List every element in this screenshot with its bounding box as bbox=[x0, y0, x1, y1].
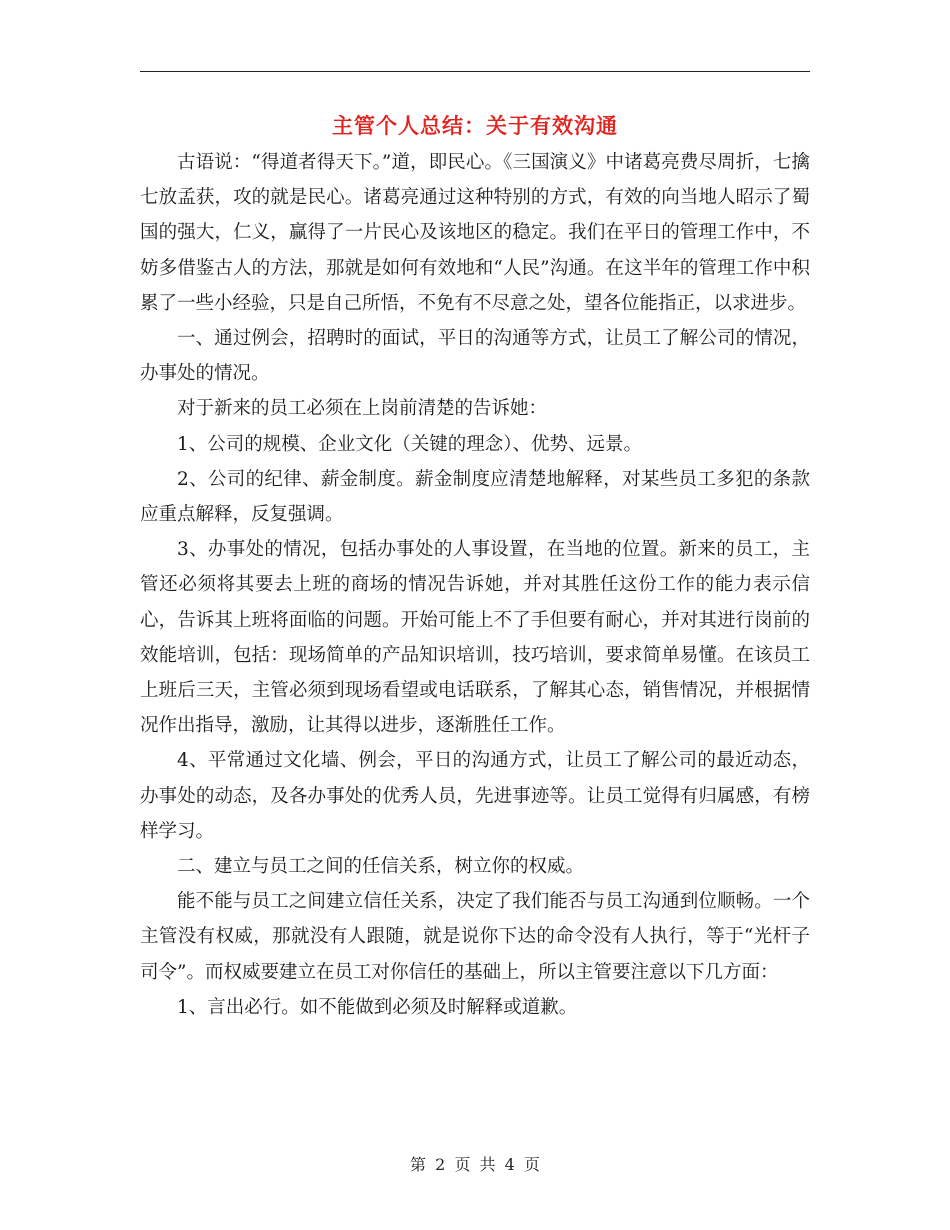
paragraph-new-staff: 对于新来的员工必须在上岗前清楚的告诉她： bbox=[177, 398, 548, 420]
paragraph-trust: 能不能与员工之间建立信任关系，决定了我们能否与员工沟通到位顺畅。一个主管没有权威，那就没有人跟随，就是说你下达的命令没有人执行，等于“光杆子司令”。而权威要建立在员工对你信任的基础上，所以主管要注意以下几方面： bbox=[140, 891, 810, 983]
paragraph-item-4: 4、平常通过文化墙、例会，平日的沟通方式，让员工了解公司的最近动态，办事处的动态，及各办事处的优秀人员，先进事迹等。让员工觉得有归属感，有榜样学习。 bbox=[140, 750, 810, 842]
footer-total-word: 共 bbox=[479, 1155, 496, 1174]
footer-page-word: 页 bbox=[454, 1155, 471, 1174]
paragraph-trust-item-1: 1、言出必行。如不能做到必须及时解释或道歉。 bbox=[177, 996, 578, 1018]
paragraph-item-2: 2、公司的纪律、薪金制度。薪金制度应清楚地解释，对某些员工多犯的条款应重点解释，反复强调。 bbox=[140, 468, 810, 526]
header-divider bbox=[140, 71, 810, 72]
paragraph-section-2-heading: 二、建立与员工之间的任信关系，树立你的权威。 bbox=[177, 856, 585, 878]
footer-suffix: 页 bbox=[523, 1155, 540, 1174]
document-title: 主管个人总结：关于有效沟通 bbox=[332, 113, 618, 138]
footer-prefix: 第 bbox=[410, 1155, 427, 1174]
paragraph-section-1-heading: 一、通过例会，招聘时的面试，平日的沟通等方式，让员工了解公司的情况，办事处的情况。 bbox=[140, 328, 810, 385]
footer-current-page: 2 bbox=[435, 1155, 446, 1174]
page-footer bbox=[140, 1153, 810, 1177]
paragraph-item-3: 3、办事处的情况，包括办事处的人事设置，在当地的位置。新来的员工，主管还必须将其要去上班的商场的情况告诉她，并对其胜任这份工作的能力表示信心，告诉其上班将面临的问题。开始可能上不了手但要有耐心，并对其进行岗前的效能培训，包括：现场简单的产品知识培训，技巧培训，要求简单易懂。在该员工上班后三天，主管必须到现场看望或电话联系，了解其心态，销售情况，并根据情况作出指导，激励，让其得以进步，逐渐胜任工作。 bbox=[140, 539, 810, 737]
paragraph-item-1: 1、公司的规模、企业文化（关键的理念）、优势、远景。 bbox=[177, 433, 643, 455]
paragraph-intro: 古语说：“得道者得天下。”道，即民心。《三国演义》中诸葛亮费尽周折，七擒七放孟获，攻的就是民心。诸葛亮通过这种特别的方式，有效的向当地人昭示了蜀国的强大，仁义，赢得了一片民心及该地区的稳定。我们在平日的管理工作中，不妨多借鉴古人的方法，那就是如何有效地和“人民”沟通。在这半年的管理工作中积累了一些小经验，只是自己所悟，不免有不尽意之处，望各位能指正，以求进步。 bbox=[140, 152, 810, 314]
document-body bbox=[140, 145, 810, 1025]
footer-total-pages: 4 bbox=[504, 1155, 515, 1174]
